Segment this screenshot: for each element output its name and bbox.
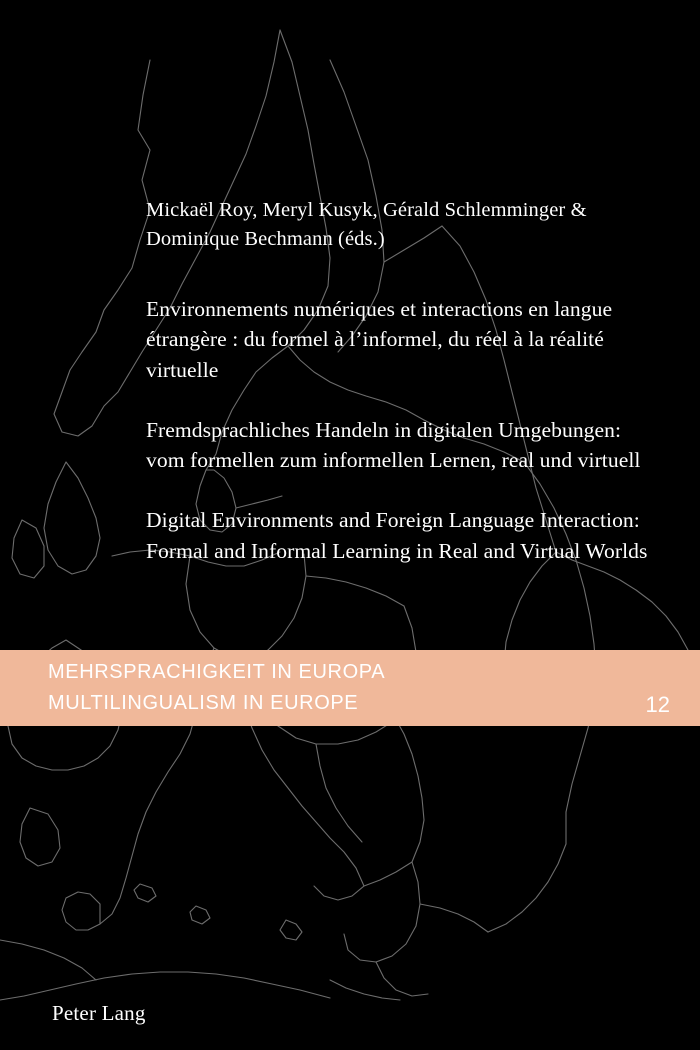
series-title-block xyxy=(48,657,385,719)
series-title-german: MEHRSPRACHIGKEIT IN EUROPA xyxy=(48,661,386,683)
title-english: Digital Environments and Foreign Language Interaction: Formal and Informal Learning in Real and Virtual Worlds xyxy=(146,508,648,563)
title-german: Fremdsprachliches Handeln in digitalen Umgebungen: vom formellen zum informellen Lernen, real und virtuell xyxy=(146,417,641,473)
title-french: Environnements numériques et interactions en langue étrangère : du formel à l’informel, du réel à la réalité virtuelle xyxy=(146,297,613,382)
cover-text-block xyxy=(146,196,656,566)
series-title-english: MULTILINGUALISM IN EUROPE xyxy=(48,692,359,714)
series-band xyxy=(0,650,700,726)
series-volume-number: 12 xyxy=(645,692,670,717)
editors-line: Mickaël Roy, Meryl Kusyk, Gérald Schlemminger & Dominique Bechmann (éds.) xyxy=(146,199,587,251)
publisher-name: Peter Lang xyxy=(52,1001,146,1025)
